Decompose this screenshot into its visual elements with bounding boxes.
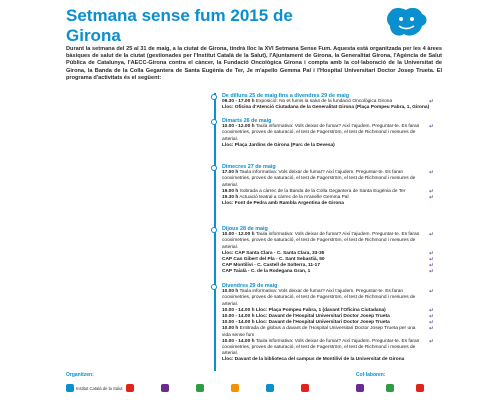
entry-time: 10.00 - 14.00 h — [222, 338, 255, 344]
entry-time: 10.00 - 14.00 h — [222, 307, 255, 313]
collab-2-logo-icon — [386, 384, 394, 392]
title-line-2: Girona — [66, 26, 121, 45]
activity-icon: ↵ — [428, 338, 434, 345]
activity-icon: ↵ — [428, 326, 434, 333]
entry-location: Lloc: Font de Pedra amb Rambla Argentina de Girona — [222, 201, 344, 207]
program-entry — [222, 201, 434, 207]
footer — [66, 372, 442, 400]
entry-description: Taula informativa: Vols deixar de fumar? Així t'ajudem. Preguntar-te. Es faran cooximetries, proves de saturació, el test de Fagerström, el test de Richmond i mesures de arterial. — [222, 170, 416, 188]
sponsor-5-logo-icon — [231, 384, 239, 392]
sponsor-logo-5 — [231, 382, 241, 394]
day-heading: Dijous 28 de maig — [222, 226, 268, 232]
entry-time: 09.30 - 17.00 h — [222, 99, 255, 105]
entry-location: Lloc: Oficina d'Atenció Ciutadana de la Generalitat Girona (Plaça Pompeu Fabra, 1, Girona) — [222, 105, 430, 111]
title-line-1: Setmana sense fum 2015 de — [66, 6, 293, 25]
activity-icon: ↵ — [428, 314, 434, 321]
sponsor-2-logo-icon — [126, 384, 134, 392]
activity-icon: ↵ — [428, 257, 434, 264]
entry-text-wrap — [222, 105, 429, 111]
entry-location: CAP Taialà - C. de la Rodegana Gran, 1 — [222, 269, 311, 275]
entry-text-wrap — [222, 357, 404, 363]
poster-title — [66, 6, 366, 46]
day-heading: Dimecres 27 de maig — [222, 164, 276, 170]
entry-location: Lloc: Davant de la biblioteca del campus de Montilivi de la Universitat de Girona — [222, 357, 405, 363]
program-entry — [222, 170, 434, 189]
entry-time: 10.00 - 12.00 h — [222, 232, 255, 238]
sponsor-6-logo-icon — [266, 384, 274, 392]
smoke-free-logo-icon — [384, 4, 432, 42]
timeline-marker — [211, 94, 217, 100]
ics-logo-icon — [66, 384, 74, 392]
sponsor-logo-7 — [301, 382, 311, 394]
day-heading: Dimarts 26 de maig — [222, 118, 272, 124]
entry-time: 10.00 h — [222, 289, 239, 295]
entry-location: CAP Can Gibert del Pla - C. Sant Sebastià, 50 — [222, 257, 325, 263]
program-entry — [222, 105, 434, 111]
entry-description: Exposició: No et fumis la salut de la fundació Oncològica Girona — [255, 99, 393, 105]
sponsor-logo-6 — [266, 382, 276, 394]
program-day — [222, 164, 434, 207]
collab-3-logo-icon — [416, 384, 424, 392]
entry-time: 19.30 h — [222, 195, 239, 201]
collaboren-label: Col·laboren: — [356, 372, 386, 378]
entry-text-wrap — [222, 326, 425, 338]
program-entry — [222, 326, 434, 338]
collab-logo-2 — [386, 382, 396, 394]
entry-text-wrap — [222, 269, 310, 275]
organitzen-label: Organitzen: — [66, 372, 94, 378]
entry-time: 17.00 h — [222, 170, 239, 176]
activity-icon: ↵ — [428, 99, 434, 106]
activity-icon: ↵ — [428, 195, 434, 202]
entry-location: Lloc: Plaça Jardins de Girona (Parc de la Devesa) — [222, 142, 335, 148]
entry-text-wrap — [222, 124, 425, 143]
sponsor-logo-3 — [161, 382, 171, 394]
activity-icon: ↵ — [428, 250, 434, 257]
program-day — [222, 283, 434, 364]
program-entry — [222, 357, 434, 363]
activity-icon: ↵ — [428, 320, 434, 327]
sponsor-7-logo-icon — [301, 384, 309, 392]
entry-description: Taula informativa: Vols deixar de fumar? Així t'ajudem. Preguntar-te. Es faran cooximetries, proves de saturació, el test de Fagerström, el test de Richmond i mesures de arterial. — [222, 232, 420, 250]
program-entry — [222, 289, 434, 308]
activity-icon: ↵ — [428, 307, 434, 314]
sponsor-3-logo-icon — [161, 384, 169, 392]
entry-location: Lloc: Plaça Pompeu Fabra, 1 (davant l'Oficina Ciutadana) — [255, 307, 386, 313]
program-entry — [222, 232, 434, 251]
program-entry — [222, 269, 434, 275]
entry-description: Entitrada de globus a davant de l'Hospital Universitari Doctor Josep Trueta per una vida sense fum — [222, 326, 416, 338]
program-entry — [222, 124, 434, 143]
collab-1-logo-icon — [356, 384, 364, 392]
program-day — [222, 93, 434, 112]
sponsor-logo-4 — [196, 382, 206, 394]
entry-time: 10.00 - 14.00 h — [222, 320, 255, 326]
activity-icon: ↵ — [428, 263, 434, 270]
entry-text-wrap — [222, 201, 344, 207]
activity-icon: ↵ — [428, 232, 434, 239]
entry-location: Lloc: Davant de l'Hospital Universitari Doctor Josep Trueta — [255, 314, 390, 320]
day-heading: Divendres 29 de maig — [222, 283, 278, 289]
entry-description: Actuació teatral a càrrec de la m'anelle Gemma Pal — [239, 195, 349, 201]
timeline-marker — [211, 284, 217, 290]
sponsor-4-logo-icon — [196, 384, 204, 392]
entry-text-wrap — [222, 339, 425, 358]
activity-icon: ↵ — [428, 124, 434, 131]
poster — [66, 0, 442, 400]
program-day — [222, 118, 434, 149]
activity-icon: ↵ — [428, 289, 434, 296]
timeline-marker — [211, 119, 217, 125]
entry-time: 19.00 h — [222, 188, 239, 194]
program-day — [222, 226, 434, 276]
activity-icon: ↵ — [428, 269, 434, 276]
activity-icon: ↵ — [428, 170, 434, 177]
day-heading: De dilluns 25 de maig fins a divendres 29 de maig — [222, 93, 350, 99]
entry-description: Taula informativa: Vols deixar de fumar? Així t'ajudem. Preguntar-te. Es faran cooximetries, proves de saturació, el test de Fagerström, el test de Richmond i mesures de arterial. — [222, 338, 420, 357]
timeline-marker — [211, 227, 217, 233]
entry-time: 10.00 h — [222, 326, 239, 332]
collab-logo-3 — [416, 382, 426, 394]
entry-description: Taula informativa: Vols deixar de fumar? Així t'ajudem. Preguntar-te. Es faran cooximetries, proves de saturació, el test de Fagerström, el test de Richmond i mesures de arterial. — [222, 124, 420, 142]
entry-description: Taula informativa: Vols deixar de fumar? Així t'ajudem. Preguntar-te. Es faran cooximetries, proves de saturació, el test de Fagerström, el test de Richmond i mesures de arterial. — [222, 289, 416, 307]
sponsor-logo-2 — [126, 382, 136, 394]
entry-time: 10.00 - 12.00 h — [222, 124, 255, 130]
entry-text-wrap — [222, 289, 425, 308]
sponsor-ics — [66, 382, 123, 394]
entry-description: Sobrada a càrrec de la Banda de la Colla Gegantera de Santa Eugènia de Ter — [239, 188, 406, 194]
entry-text-wrap — [222, 232, 425, 251]
entry-text-wrap — [222, 143, 335, 149]
sponsor-ics-label: Institut Català de la Salut — [76, 385, 123, 391]
program-entry — [222, 339, 434, 358]
entry-location: Lloc: CAP Santa Clara - C. Santa Clara, 33-35 — [222, 250, 325, 256]
intro-paragraph: Durant la setmana del 25 al 31 de maig, a la ciutat de Girona, tindrà lloc la XVI Setmana Sense Fum. Aquesta està organitzada per les 4 àrees bàsiques de salut de la ciutat (gestionades per l'Institut Català de la Salut), l'Ajuntament de Girona, la Generalitat Girona, l'Agència de Salut Pública de Catalunya, l'AECC-Girona contra el càncer, la Fundació Oncològica Girona i compta amb la col·laboració de la Universitat de Girona, la Banda de la Colla Gegantera de Santa Eugènia de Ter, Je m'apello Gemma Pal i l'Hospital Universitari Doctor Josep Trueta. El programa d'activitats és el següent: — [66, 46, 442, 81]
entry-time: 10.00 - 14.00 h — [222, 314, 255, 320]
collab-logo-1 — [356, 382, 366, 394]
timeline-marker — [211, 165, 217, 171]
entry-location: CAP Montilivi - C. Castell de Solterra, 11-17 — [222, 263, 321, 269]
entry-text-wrap — [222, 170, 425, 189]
program-entry — [222, 143, 434, 149]
activity-icon: ↵ — [428, 188, 434, 195]
entry-location: Lloc: Davant de l'Hospital Universitari Doctor Josep Trueta — [255, 320, 390, 326]
